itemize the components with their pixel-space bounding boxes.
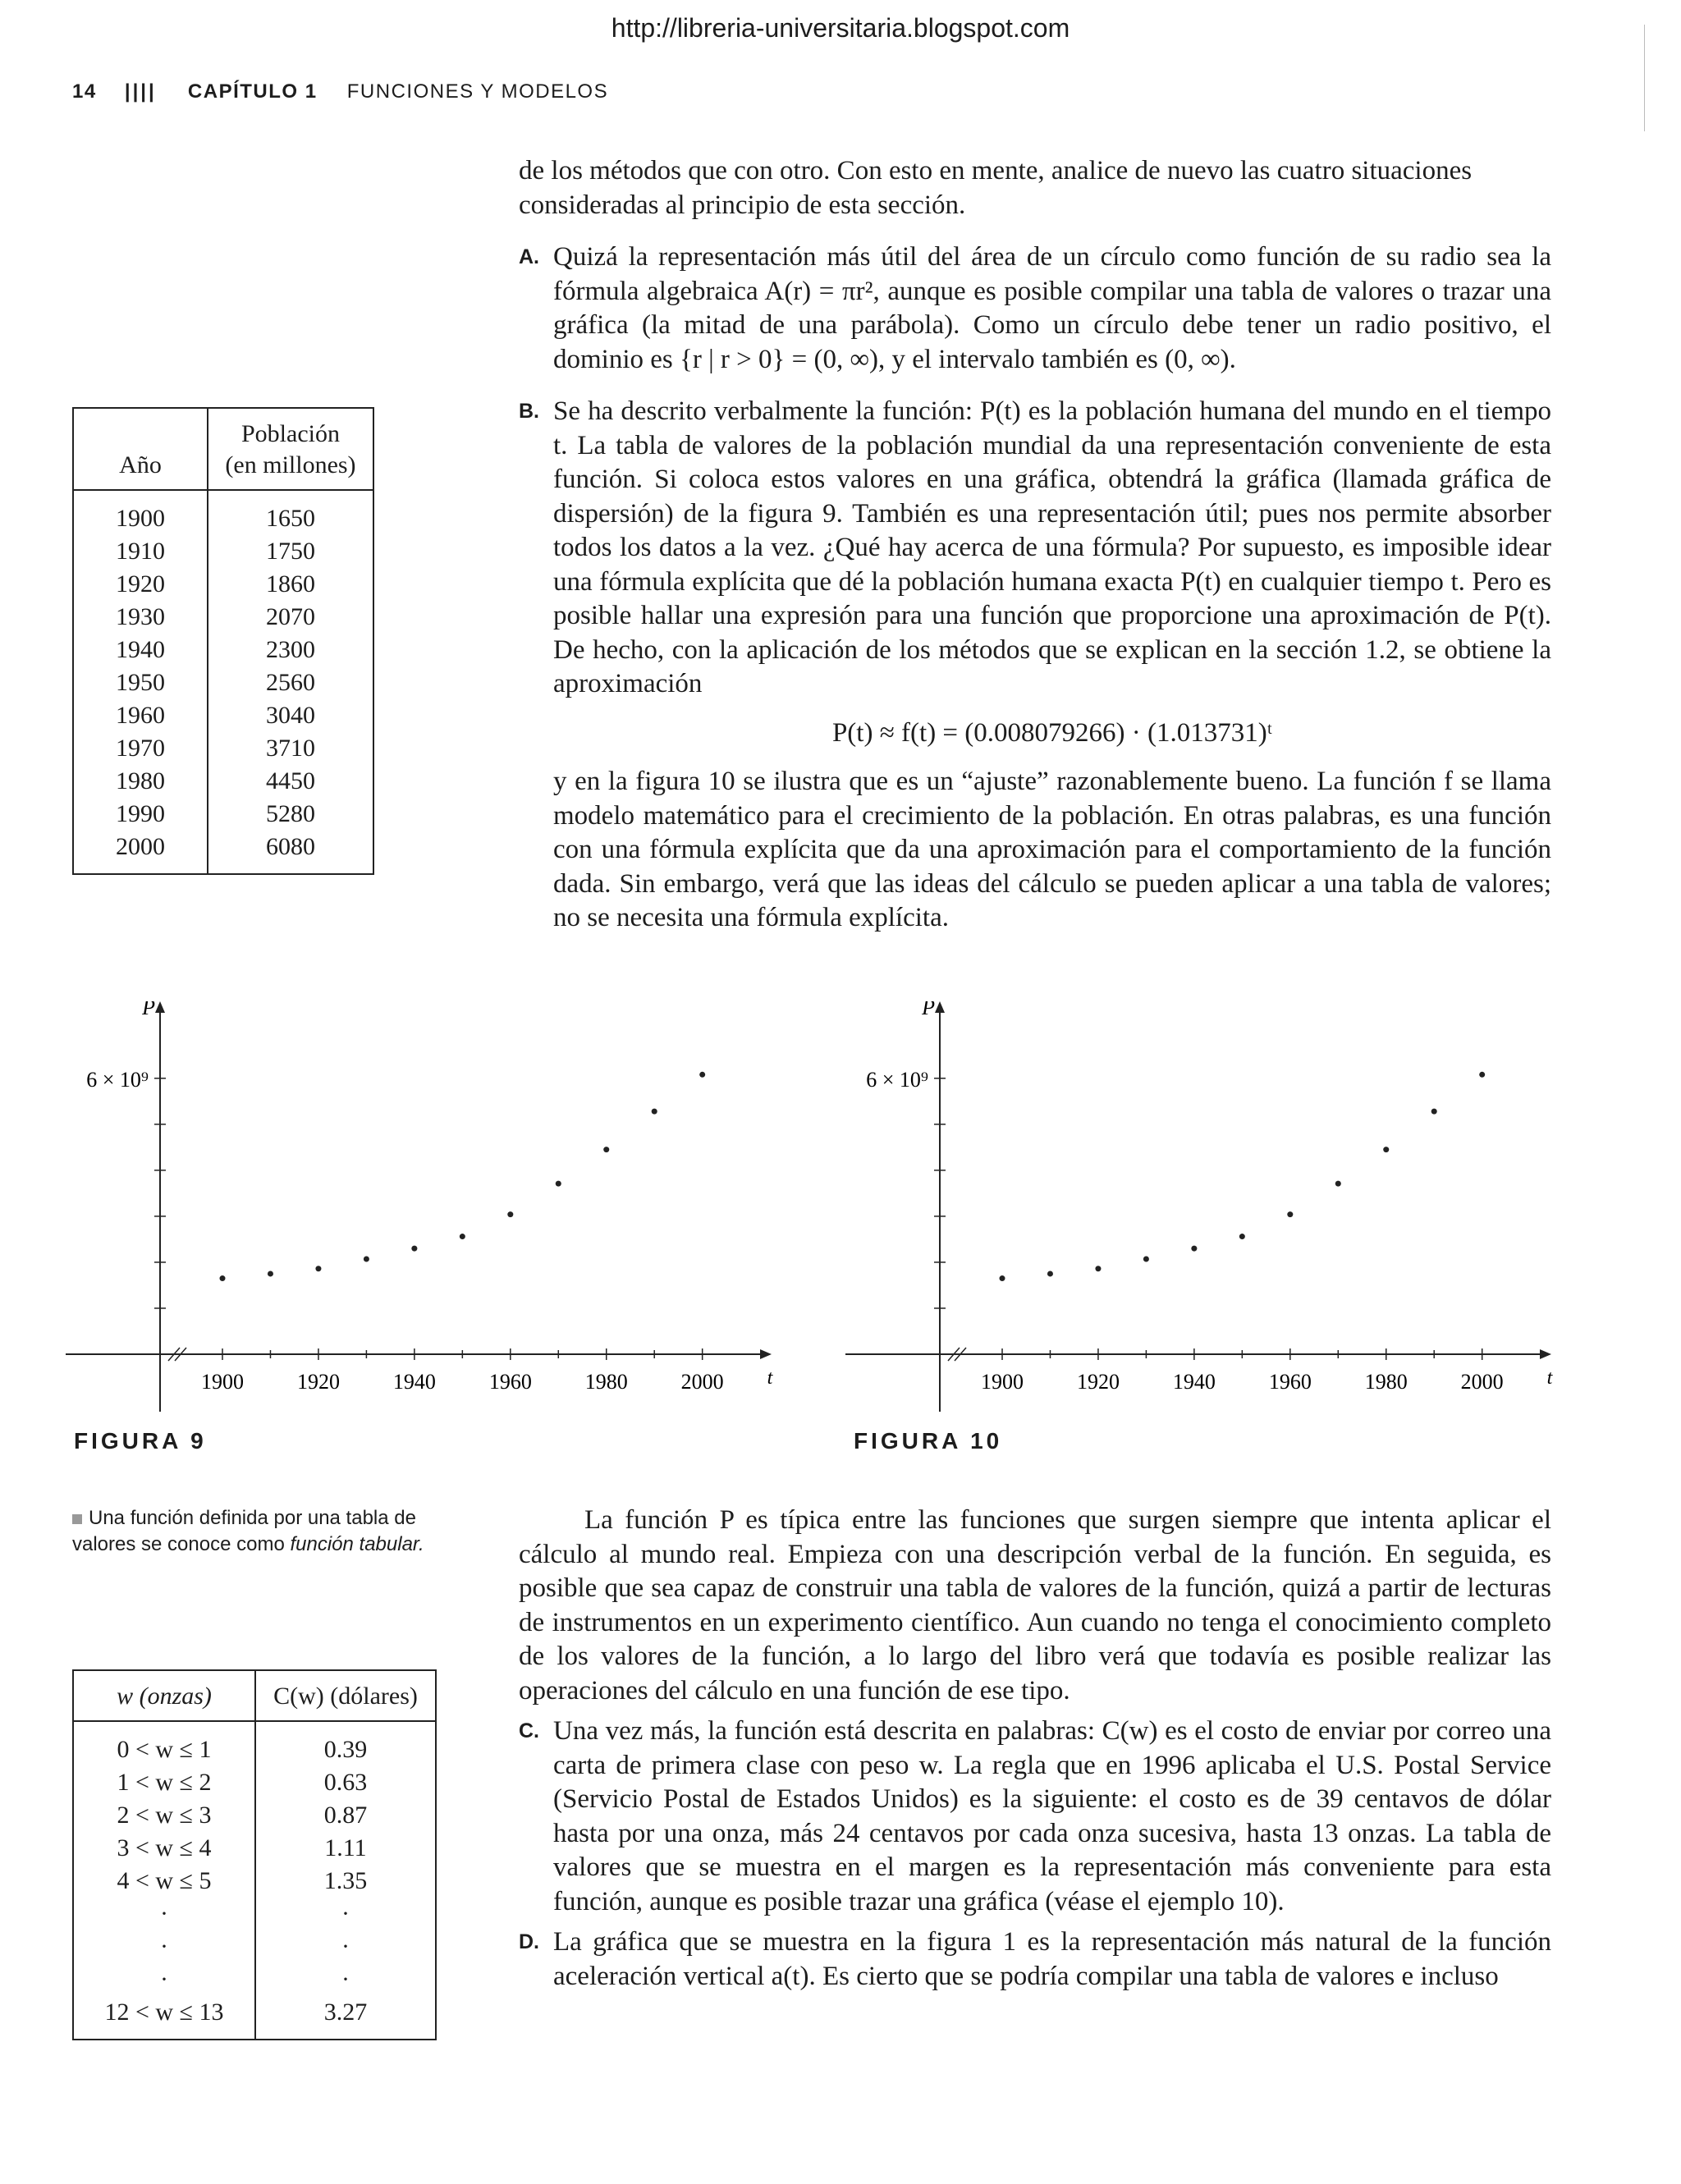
col-population-line2: (en millones) — [225, 451, 356, 478]
data-point — [1000, 1275, 1005, 1281]
postage-table-body — [73, 1721, 436, 2040]
item-d — [519, 1925, 1551, 1994]
population-row-cell: 1930 — [73, 601, 208, 634]
x-tick-label: 1920 — [296, 1370, 340, 1394]
data-point — [1095, 1266, 1101, 1271]
item-c — [519, 1715, 1551, 1919]
population-row-cell: 1750 — [208, 535, 373, 568]
figure-9-scatter-plot — [66, 1001, 788, 1420]
population-formula: P(t) ≈ f(t) = (0.008079266) · (1.013731)ᵗ — [831, 717, 1273, 748]
data-point — [556, 1181, 561, 1187]
data-point — [1191, 1246, 1197, 1252]
item-b-label: B. — [519, 400, 539, 423]
population-row-cell: 1650 — [208, 490, 373, 535]
upper-text-column — [519, 154, 1551, 936]
postage-row-cell: 0.63 — [255, 1766, 436, 1799]
postage-row — [73, 1766, 436, 1799]
postage-row-cell: · — [73, 1930, 255, 1963]
x-tick-label: 1960 — [488, 1370, 532, 1394]
population-row-cell: 1860 — [208, 568, 373, 601]
population-row-cell: 3710 — [208, 732, 373, 765]
population-row-cell: 1940 — [73, 634, 208, 666]
item-c-label: C. — [519, 1719, 539, 1742]
chapter-bars: |||| — [124, 80, 157, 103]
page-number: 14 — [72, 80, 97, 103]
x-tick-label: 2000 — [1460, 1370, 1504, 1394]
data-point — [507, 1211, 513, 1217]
para-p-text: La función P es típica entre las funciones que surgen siempre que intenta aplicar el cálculo al mundo real. Empieza con una descripción verbal de la función. En seguida, es posible que sea capaz de construir una tabla de valores de la función, quizá a partir de lecturas de instrumentos en un experimento científico. Aun cuando no tenga el conocimiento completo de los valores de la función, a lo largo del libro verá que todavía es posible realizar las operaciones del cálculo en una función de ese tipo. — [519, 1505, 1551, 1706]
postage-row — [73, 1799, 436, 1832]
postage-row-cell: 1.35 — [255, 1865, 436, 1898]
population-row-cell: 6080 — [208, 831, 373, 874]
population-row-cell: 1900 — [73, 490, 208, 535]
population-row — [73, 568, 373, 601]
x-axis-label: t — [767, 1367, 773, 1389]
item-b-text: Se ha descrito verbalmente la función: P(t) es la población humana del mundo en el tiempo t. La tabla de valores de la población mundial da una representación conveniente de esta función. Si coloca estos valores en una gráfica, obtendrá la gráfica (llamada gráfica de dispersión) de la figura 9. También es una representación útil; pues nos permite absorber todos los datos a la vez. ¿Qué hay acerca de una fórmula? Por supuesto, es imposible idear una fórmula explícita que dé la población humana exacta P(t) en cualquier tiempo t. Pero es posible hallar una expresión para una función que proporcione una aproximación de P(t). De hecho, con la aplicación de los métodos que se explican en la sección 1.2, se obtiene la aproximación — [553, 396, 1551, 698]
margin-note — [72, 1505, 433, 1558]
data-point — [699, 1072, 705, 1078]
x-tick-label: 1960 — [1268, 1370, 1312, 1394]
x-tick-label: 1980 — [584, 1370, 628, 1394]
item-b-text-2: y en la figura 10 se ilustra que es un “ajuste” razonablemente bueno. La función f se llama modelo matemático para el crecimiento de la población. En otras palabras, es una función con una fórmula explícita que da una aproximación para el comportamiento de la función dada. Sin embargo, verá que las ideas del cálculo se pueden aplicar a una tabla de valores; no se necesita una fórmula explícita. — [553, 767, 1551, 932]
y-axis-label: P — [142, 1001, 155, 1019]
postage-row-cell: · — [73, 1963, 255, 1996]
intro-line-1: de los métodos que con otro. Con esto en mente, analice de nuevo las cuatro situaciones — [519, 156, 1473, 185]
col-year: Año — [73, 408, 208, 490]
source-url: http://libreria-universitaria.blogspot.com — [611, 13, 1070, 43]
postage-row-cell: 3.27 — [255, 1996, 436, 2040]
population-row-cell: 1970 — [73, 732, 208, 765]
population-row — [73, 634, 373, 666]
population-row-cell: 5280 — [208, 798, 373, 831]
data-point — [1047, 1271, 1053, 1276]
population-row — [73, 490, 373, 535]
x-tick-label: 1900 — [201, 1370, 245, 1394]
y-axis-arrow — [155, 1001, 165, 1013]
x-tick-label: 1980 — [1364, 1370, 1408, 1394]
col-population-line1: Población — [241, 420, 340, 447]
population-row-cell: 1920 — [73, 568, 208, 601]
chapter-title: FUNCIONES Y MODELOS — [346, 80, 609, 103]
population-row-cell: 3040 — [208, 699, 373, 732]
data-point — [652, 1109, 657, 1115]
figure-9-label: FIGURA 9 — [74, 1428, 207, 1454]
x-tick-label: 2000 — [680, 1370, 724, 1394]
postage-row — [73, 1996, 436, 2040]
population-table — [72, 407, 374, 875]
item-d-text: La gráfica que se muestra en la figura 1 es la representación más natural de la función aceleración vertical a(t). Es cierto que se podría compilar una tabla de valores e incluso — [553, 1927, 1551, 1991]
figure-10-label: FIGURA 10 — [854, 1428, 1003, 1454]
item-a-label: A. — [519, 245, 539, 268]
data-point — [1431, 1109, 1437, 1115]
postage-row-cell: 2 < w ≤ 3 — [73, 1799, 255, 1832]
chapter-label: CAPÍTULO 1 — [187, 80, 318, 103]
col-population — [208, 408, 373, 490]
postage-row — [73, 1898, 436, 1930]
postage-row-cell: 0.87 — [255, 1799, 436, 1832]
population-row — [73, 699, 373, 732]
item-b — [519, 395, 1551, 936]
population-row-cell: 2070 — [208, 601, 373, 634]
intro-line-2: consideradas al principio de esta sección. — [519, 190, 966, 220]
postage-row — [73, 1721, 436, 1766]
x-tick-label: 1900 — [981, 1370, 1024, 1394]
population-row-cell: 1910 — [73, 535, 208, 568]
margin-note-text: Una función definida por una tabla de valores se conoce como — [72, 1507, 416, 1555]
col-cost: C(w) (dólares) — [255, 1670, 436, 1721]
data-point — [1383, 1147, 1389, 1152]
population-row-cell: 2300 — [208, 634, 373, 666]
population-row — [73, 732, 373, 765]
population-row-cell: 1990 — [73, 798, 208, 831]
postage-row — [73, 1930, 436, 1963]
population-row-cell: 2000 — [73, 831, 208, 874]
population-row-cell: 1960 — [73, 699, 208, 732]
population-row-cell: 1980 — [73, 765, 208, 798]
y-axis-arrow — [935, 1001, 945, 1013]
data-point — [603, 1147, 609, 1152]
population-row — [73, 601, 373, 634]
lower-text-column — [519, 1504, 1551, 1994]
data-point — [220, 1275, 226, 1281]
population-row — [73, 798, 373, 831]
population-row — [73, 535, 373, 568]
col-weight: w (onzas) — [73, 1670, 255, 1721]
data-point — [315, 1266, 321, 1271]
population-row — [73, 666, 373, 699]
postage-row-cell: 4 < w ≤ 5 — [73, 1865, 255, 1898]
item-a-text: Quizá la representación más útil del área de un círculo como función de su radio sea la fórmula algebraica A(r) = πr², aunque es posible compilar una tabla de valores o trazar una gráfica (la mitad de una parábola). Como un círculo debe tener un radio positivo, el dominio es {r | r > 0} = (0, ∞), y el intervalo también es (0, ∞). — [553, 242, 1551, 374]
item-c-text: Una vez más, la función está descrita en palabras: C(w) es el costo de enviar por correo una carta de primera clase con peso w. La regla que en 1996 aplicaba el U.S. Postal Service (Servicio Postal de Estados Unidos) es la siguiente: el costo es de 39 centavos de dólar hasta por una onza, más 24 centavos por cada onza sucesiva, hasta 13 onzas. La tabla de valores que se muestra en el margen es la representación más conveniente para esta función, aunque es posible trazar una gráfica (véase el ejemplo 10). — [553, 1716, 1551, 1916]
postage-row-cell: 0.39 — [255, 1721, 436, 1766]
postage-row-cell: · — [255, 1898, 436, 1930]
data-point — [1335, 1181, 1341, 1187]
item-a — [519, 240, 1551, 377]
data-point — [460, 1234, 465, 1239]
postage-row-cell: 3 < w ≤ 4 — [73, 1832, 255, 1865]
y-tick-label: 6 × 10⁹ — [86, 1067, 149, 1092]
postage-row-cell: · — [255, 1930, 436, 1963]
population-row-cell: 2560 — [208, 666, 373, 699]
postage-row — [73, 1832, 436, 1865]
item-d-label: D. — [519, 1930, 539, 1953]
x-axis-label: t — [1546, 1367, 1553, 1389]
postage-row — [73, 1865, 436, 1898]
y-axis-label: P — [922, 1001, 935, 1019]
population-row-cell: 1950 — [73, 666, 208, 699]
y-tick-label: 6 × 10⁹ — [866, 1067, 928, 1092]
postage-row-cell: 1.11 — [255, 1832, 436, 1865]
x-tick-label: 1940 — [392, 1370, 436, 1394]
x-tick-label: 1920 — [1076, 1370, 1120, 1394]
data-point — [1239, 1234, 1245, 1239]
note-marker-icon — [72, 1514, 82, 1524]
margin-note-italic: función tabular. — [290, 1533, 424, 1555]
postage-row — [73, 1963, 436, 1996]
population-table-body — [73, 490, 373, 874]
data-point — [1287, 1211, 1293, 1217]
data-point — [1479, 1072, 1485, 1078]
data-point — [268, 1271, 273, 1276]
population-row — [73, 765, 373, 798]
figure-10-model-plot — [845, 1001, 1568, 1420]
postage-table — [72, 1669, 437, 2040]
postage-row-cell: · — [255, 1963, 436, 1996]
data-point — [411, 1246, 417, 1252]
postage-row-cell: · — [73, 1898, 255, 1930]
population-row-cell: 4450 — [208, 765, 373, 798]
data-point — [1143, 1257, 1149, 1262]
x-axis-arrow — [1540, 1349, 1551, 1359]
population-row — [73, 831, 373, 874]
data-point — [364, 1257, 369, 1262]
postage-row-cell: 12 < w ≤ 13 — [73, 1996, 255, 2040]
postage-row-cell: 1 < w ≤ 2 — [73, 1766, 255, 1799]
running-header — [72, 80, 608, 103]
postage-row-cell: 0 < w ≤ 1 — [73, 1721, 255, 1766]
x-axis-arrow — [760, 1349, 772, 1359]
x-tick-label: 1940 — [1172, 1370, 1216, 1394]
page-edge-rule — [1644, 25, 1645, 131]
